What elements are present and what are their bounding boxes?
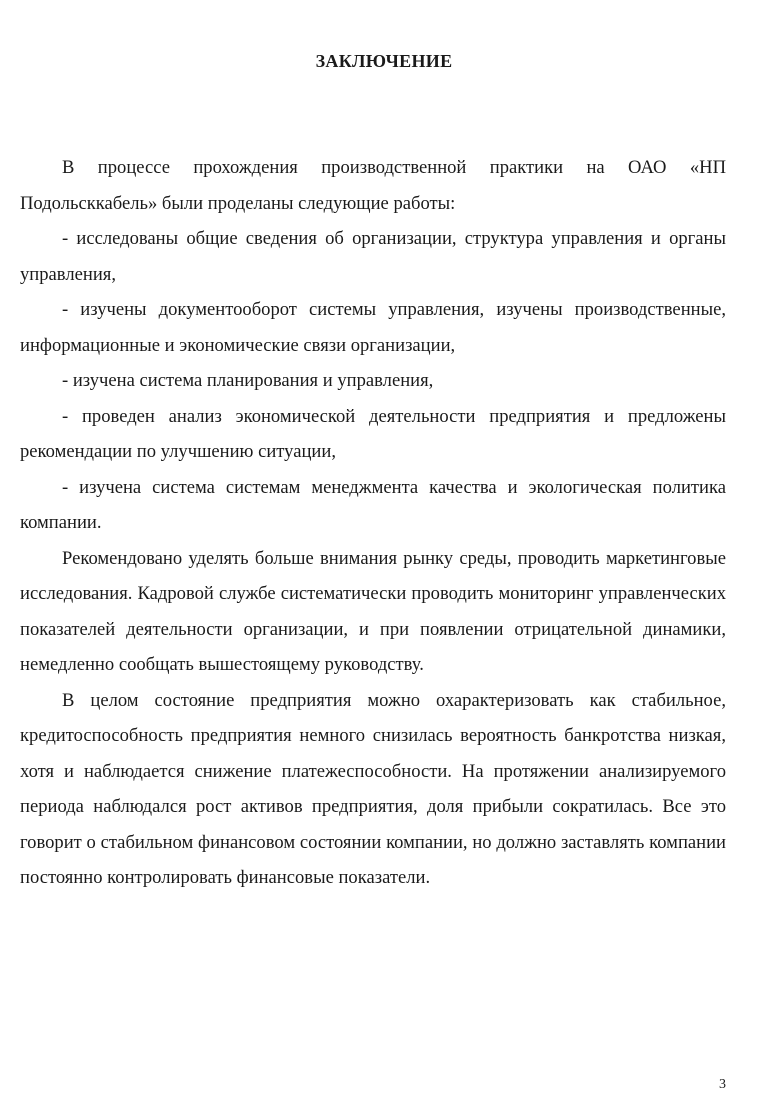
list-item-economic-analysis: - проведен анализ экономической деятельности предприятия и предложены рекомендации по улучшению ситуации,: [20, 405, 726, 462]
paragraph-recommendations: Рекомендовано уделять больше внимания рынку среды, проводить маркетинговые исследования. Кадровой службе систематически проводить мониторинг управленческих показателей деятельности организации, и при появлении отрицательной динамики, немедленно сообщать вышестоящему руководству.: [20, 547, 726, 675]
list-item-planning-system: - изучена система планирования и управления,: [62, 370, 434, 391]
page-title: ЗАКЛЮЧЕНИЕ: [315, 51, 453, 71]
paragraph-intro: В процессе прохождения производственной практики на ОАО «НП Подольсккабель» были проделаны следующие работы:: [20, 157, 726, 214]
paragraph-conclusion: В целом состояние предприятия можно охарактеризовать как стабильное, кредитоспособность предприятия немного снизилась вероятность банкротства низкая, хотя и наблюдается снижение платежеспособности. На протяжении анализируемого периода наблюдался рост активов предприятия, доля прибыли сократилась. Все это говорит о стабильном финансовом состоянии компании, но должно заставлять компании постоянно контролировать финансовые показатели.: [20, 689, 726, 888]
list-item-document-flow: - изучены документооборот системы управления, изучены производственные, информационные и экономические связи организации,: [20, 299, 726, 356]
list-item-quality-management: - изучена система системам менеджмента качества и экологическая политика компании.: [20, 476, 726, 533]
list-item-organization-info: - исследованы общие сведения об организации, структура управления и органы управления,: [20, 228, 726, 285]
page-number: 3: [719, 1077, 726, 1092]
body-text: [20, 150, 726, 896]
